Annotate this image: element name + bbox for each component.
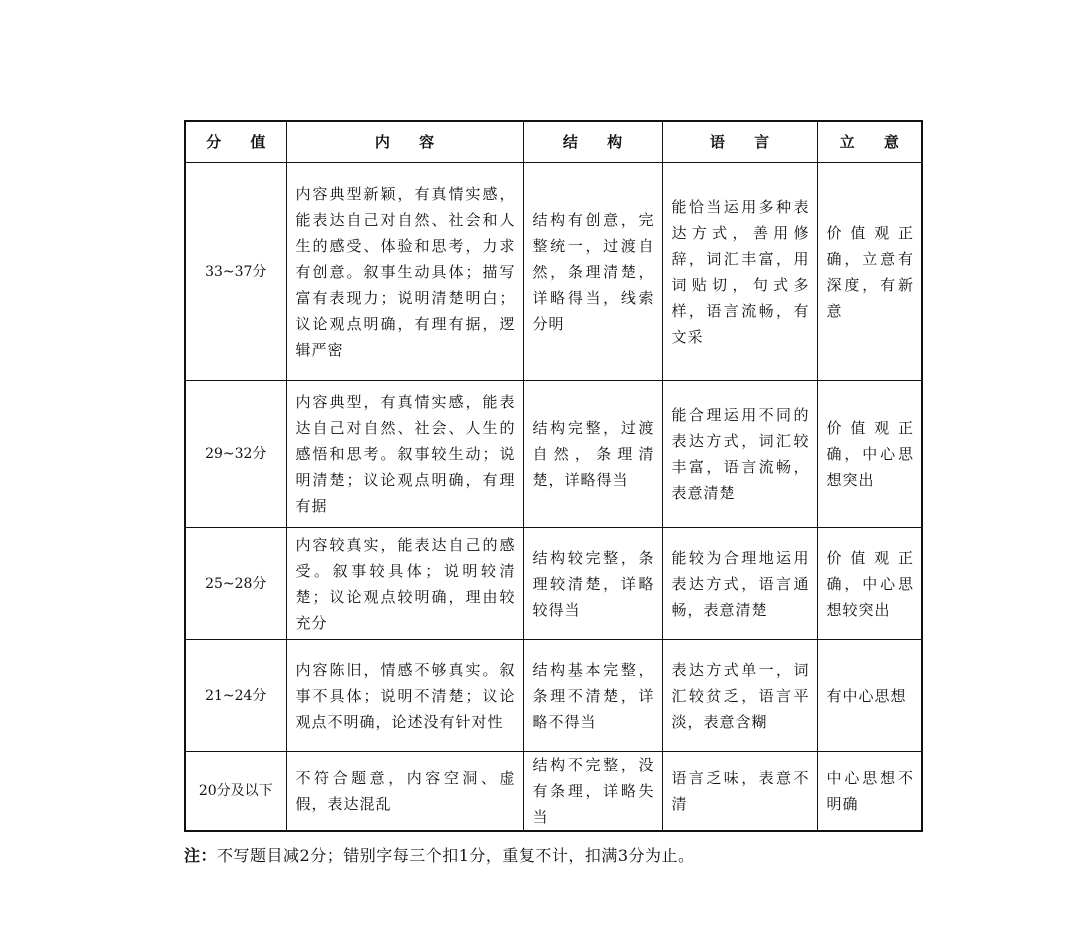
language-cell (662, 163, 817, 381)
content-cell (286, 752, 523, 832)
theme-text: 价值观正确，中心思想较突出 (826, 548, 914, 619)
structure-cell (523, 752, 662, 832)
footnote-label: 注： (184, 846, 218, 865)
table-row (185, 640, 922, 752)
theme-text: 有中心思想 (826, 686, 907, 705)
score-cell: 20分及以下 (185, 752, 286, 832)
header-language: 语 言 (662, 121, 817, 163)
content-text: 内容典型新颖，有真情实感，能表达自己对自然、社会和人生的感受、体验和思考，力求有创意。叙事生动具体；描写富有表现力；说明清楚明白；议论观点明确，有理有据，逻辑严密 (295, 184, 516, 359)
language-cell (662, 640, 817, 752)
theme-cell (817, 381, 922, 528)
content-cell (286, 163, 523, 381)
language-text: 语言乏味，表意不清 (671, 769, 810, 813)
language-text: 能合理运用不同的表达方式，词汇较丰富，语言流畅，表意清楚 (671, 406, 810, 502)
language-text: 表达方式单一，词汇较贫乏，语言平淡，表意含糊 (671, 660, 810, 731)
table-row (185, 528, 922, 640)
theme-text: 价值观正确，中心思想突出 (826, 419, 914, 489)
structure-text: 结构有创意，完整统一，过渡自然，条理清楚，详略得当，线索分明 (532, 210, 655, 333)
structure-text: 结构基本完整，条理不清楚，详略不得当 (532, 660, 655, 731)
content-cell (286, 381, 523, 528)
structure-cell (523, 381, 662, 528)
content-text: 不符合题意，内容空洞、虚假，表达混乱 (295, 769, 516, 813)
table-header-row (185, 121, 922, 163)
content-text: 内容典型，有真情实感，能表达自己对自然、社会、人生的感悟和思考。叙事较生动；说明清楚；议论观点明确，有理有据 (295, 393, 516, 515)
content-text: 内容陈旧，情感不够真实。叙事不具体；说明不清楚；议论观点不明确，论述没有针对性 (295, 660, 516, 731)
language-text: 能较为合理地运用表达方式，语言通畅，表意清楚 (671, 548, 810, 619)
header-content: 内 容 (286, 121, 523, 163)
table-row (185, 381, 922, 528)
score-cell: 25~28分 (185, 528, 286, 640)
language-cell (662, 381, 817, 528)
content-cell (286, 528, 523, 640)
table-row (185, 163, 922, 381)
theme-cell (817, 640, 922, 752)
footnote (184, 844, 944, 868)
language-cell (662, 752, 817, 832)
theme-text: 价值观正确，立意有深度，有新意 (826, 223, 914, 320)
structure-cell (523, 163, 662, 381)
structure-text: 结构较完整，条理较清楚，详略较得当 (532, 548, 655, 619)
structure-cell (523, 640, 662, 752)
structure-text: 结构不完整，没有条理，详略失当 (532, 756, 655, 826)
theme-cell (817, 528, 922, 640)
footnote-text: 不写题目减2分；错别字每三个扣1分，重复不计，扣满3分为止。 (217, 846, 695, 865)
language-cell (662, 528, 817, 640)
theme-cell (817, 752, 922, 832)
score-cell: 29~32分 (185, 381, 286, 528)
header-score: 分 值 (185, 121, 286, 163)
theme-cell (817, 163, 922, 381)
header-theme: 立 意 (817, 121, 922, 163)
language-text: 能恰当运用多种表达方式，善用修辞，词汇丰富，用词贴切，句式多样，语言流畅，有文采 (671, 197, 810, 346)
header-structure: 结 构 (523, 121, 662, 163)
score-cell: 33~37分 (185, 163, 286, 381)
scoring-rubric-table (184, 120, 923, 832)
structure-cell (523, 528, 662, 640)
content-cell (286, 640, 523, 752)
structure-text: 结构完整，过渡自然，条理清楚，详略得当 (532, 419, 655, 489)
theme-text: 中心思想不明确 (826, 769, 914, 813)
score-cell: 21~24分 (185, 640, 286, 752)
content-text: 内容较真实，能表达自己的感受。叙事较具体；说明较清楚；议论观点较明确，理由较充分 (295, 535, 516, 632)
table-row (185, 752, 922, 832)
